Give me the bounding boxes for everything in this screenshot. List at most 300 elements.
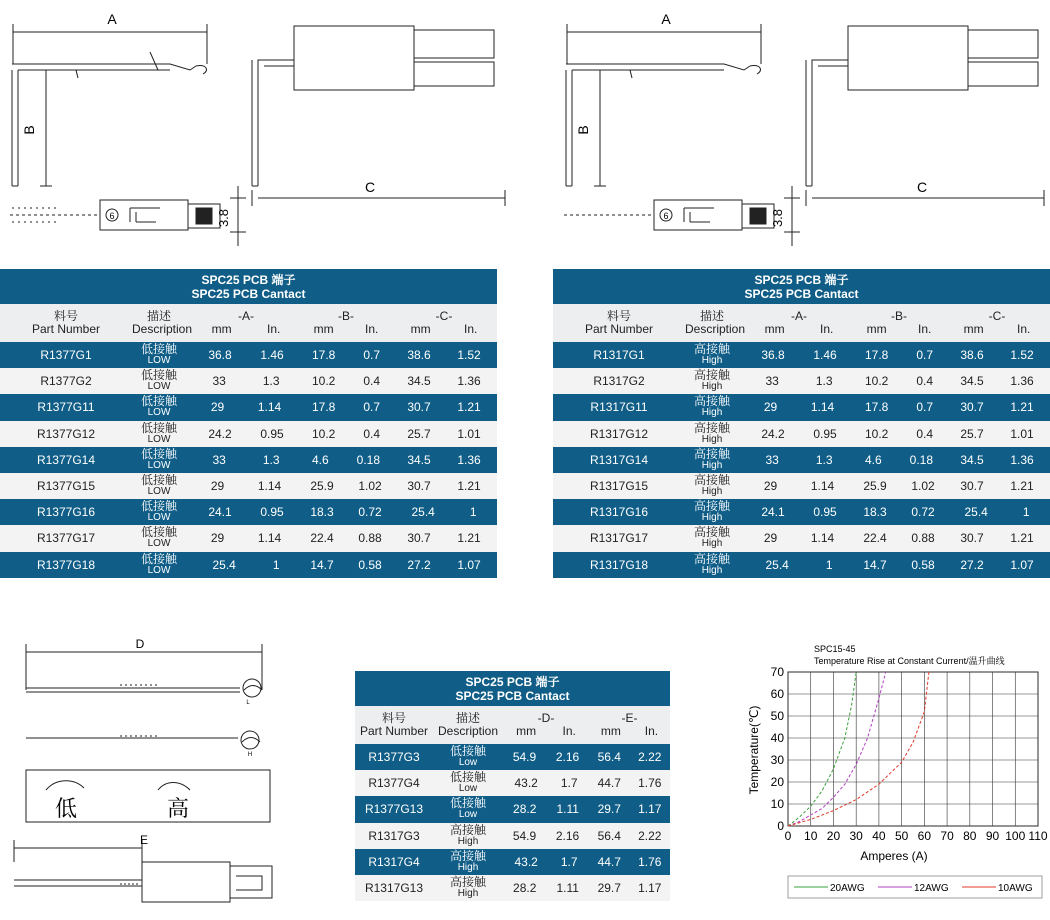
part-number-cell <box>355 855 433 869</box>
a-values <box>739 558 851 572</box>
part-number: R1317G2 <box>593 374 645 389</box>
b-mm: 17.8 <box>311 400 336 415</box>
description-en: High <box>701 564 723 576</box>
e-values <box>589 776 670 790</box>
c-mm: 38.6 <box>407 348 431 363</box>
description-zh: 低接触 <box>140 525 177 540</box>
part-number-cell <box>553 453 685 467</box>
b-mm: 14.7 <box>310 557 334 572</box>
description-cell <box>685 396 739 418</box>
b-values <box>851 348 947 362</box>
x-tick-label: 10 <box>804 829 818 843</box>
a-mm: 36.8 <box>208 348 232 363</box>
description-en: Low <box>458 783 478 795</box>
header-part-en: Part Number <box>31 322 101 336</box>
d-mm: 28.2 <box>513 881 537 896</box>
a-values <box>186 348 298 362</box>
b-mm: 10.2 <box>311 374 336 389</box>
d-mm: 43.2 <box>514 776 538 791</box>
c-mm: 30.7 <box>960 400 984 415</box>
b-in: 0.18 <box>909 452 933 467</box>
table-high-contact <box>553 269 1050 578</box>
a-in: 1.3 <box>262 374 280 389</box>
description-cell <box>685 446 739 471</box>
description-zh: 低接触 <box>449 744 486 759</box>
description-en: High <box>701 381 723 393</box>
description-en: High <box>701 512 723 524</box>
table-row <box>355 744 670 770</box>
c-mm: 38.6 <box>960 348 984 363</box>
header-desc-en: Description <box>437 724 499 738</box>
description-cell <box>685 420 739 445</box>
description-cell <box>132 446 186 471</box>
a-mm: 29 <box>210 400 225 415</box>
part-number: R1317G4 <box>368 854 420 869</box>
b-values <box>851 505 947 519</box>
chart-x-label: Amperes (A) <box>860 849 928 863</box>
b-mm: 25.9 <box>310 479 334 494</box>
a-values <box>186 479 298 493</box>
e-values <box>589 881 670 895</box>
part-number-cell <box>553 558 685 572</box>
a-in: 1.14 <box>257 531 282 546</box>
y-tick-label: 20 <box>770 775 784 789</box>
description-en: High <box>701 459 723 471</box>
part-number: R1377G3 <box>368 750 420 765</box>
a-mm: 33 <box>765 374 779 389</box>
description-cell <box>433 746 503 768</box>
e-values <box>589 829 670 843</box>
c-values <box>947 427 1047 441</box>
description-cell <box>433 822 503 847</box>
table-title-en: SPC25 PCB Cantact <box>455 689 570 703</box>
b-mm: 4.6 <box>864 452 882 467</box>
c-in: 1.07 <box>1010 557 1034 572</box>
x-tick-label: 90 <box>985 829 1000 843</box>
table-row <box>355 823 670 849</box>
c-mm: 30.7 <box>407 400 431 415</box>
b-values <box>851 453 947 467</box>
part-number: R1377G13 <box>364 802 424 817</box>
table-row <box>355 770 670 796</box>
x-tick-label: 50 <box>894 829 909 843</box>
b-mm: 17.8 <box>864 400 889 415</box>
b-in: 0.7 <box>916 348 933 363</box>
header-in: In. <box>364 322 379 336</box>
description-zh: 高接触 <box>693 342 730 357</box>
table-row <box>355 849 670 875</box>
dim-label-e: E <box>139 833 149 847</box>
header-in: In. <box>463 322 478 336</box>
y-tick-label: 40 <box>770 731 784 745</box>
a-in: 0.95 <box>260 505 284 520</box>
part-number: R1317G3 <box>368 828 420 843</box>
a-in: 1.14 <box>257 479 282 494</box>
tiny-high-mark: H <box>247 752 253 758</box>
y-tick-label: 10 <box>770 797 784 811</box>
part-number: R1317G15 <box>589 479 649 494</box>
c-in: 1.52 <box>457 348 481 363</box>
b-mm: 18.3 <box>310 505 334 520</box>
b-in: 0.7 <box>363 348 380 363</box>
d-values <box>503 855 589 869</box>
b-values <box>851 374 947 388</box>
c-in: 1.01 <box>457 426 481 441</box>
description-en: High <box>701 538 723 550</box>
part-number-cell <box>0 427 132 441</box>
table-row <box>0 447 497 473</box>
table-row <box>553 368 1050 394</box>
part-number: R1377G11 <box>37 400 95 415</box>
b-in: 0.88 <box>911 531 935 546</box>
c-in: 1.36 <box>1010 452 1034 467</box>
description-zh: 高接触 <box>693 368 730 383</box>
a-mm: 36.8 <box>761 348 785 363</box>
x-tick-label: 100 <box>1005 829 1026 843</box>
d-values <box>503 829 589 843</box>
tiny-low-mark: L <box>246 700 250 706</box>
d-mm: 43.2 <box>514 854 538 869</box>
b-in: 0.18 <box>356 452 380 467</box>
c-in: 1.52 <box>1010 348 1034 363</box>
header-mm: mm <box>764 322 785 336</box>
table-title <box>553 269 1050 304</box>
b-mm: 4.6 <box>311 452 329 467</box>
c-values <box>394 348 494 362</box>
a-in: 1.14 <box>257 400 282 415</box>
e-in: 1.76 <box>638 854 662 869</box>
description-cell <box>132 501 186 523</box>
chart-subtitle: Temperature Rise at Constant Current/温升曲线 <box>814 656 1005 666</box>
c-mm: 34.5 <box>960 452 984 467</box>
a-mm: 24.1 <box>761 505 785 520</box>
header-d: -D- <box>537 711 555 725</box>
e-mm: 29.7 <box>597 802 621 817</box>
part-number: R1377G16 <box>36 505 96 520</box>
a-in: 1.14 <box>810 531 835 546</box>
description-zh: 高接触 <box>693 525 730 540</box>
a-in: 1.46 <box>260 348 284 363</box>
header-a: -A- <box>238 309 254 323</box>
d-mm: 28.2 <box>513 802 537 817</box>
description-zh: 低接触 <box>140 420 177 435</box>
description-en: LOW <box>147 564 171 576</box>
table-row <box>553 394 1050 420</box>
a-in: 1.46 <box>813 348 837 363</box>
y-tick-label: 70 <box>770 665 784 679</box>
part-number-cell <box>553 479 685 493</box>
table-row <box>0 394 497 420</box>
description-cell <box>433 877 503 899</box>
b-in: 0.7 <box>916 400 933 415</box>
b-values <box>851 400 947 414</box>
c-in: 1.21 <box>457 531 481 546</box>
part-number-cell <box>355 881 433 895</box>
d-in: 2.16 <box>555 750 580 765</box>
description-cell <box>132 420 186 445</box>
part-number: R1317G13 <box>364 881 424 896</box>
table-low-contact <box>0 269 497 578</box>
description-zh: 高接触 <box>693 499 730 514</box>
a-mm: 29 <box>210 531 225 546</box>
e-mm: 44.7 <box>597 854 621 869</box>
a-in: 1.14 <box>810 479 835 494</box>
a-mm: 24.2 <box>208 426 232 441</box>
c-values <box>394 531 494 545</box>
header-mm: mm <box>963 322 984 336</box>
b-values <box>851 427 947 441</box>
marker-6: 6 <box>663 211 669 221</box>
a-in: 1.3 <box>262 452 280 467</box>
table-row <box>0 368 497 394</box>
table-row <box>553 447 1050 473</box>
a-values <box>739 400 851 414</box>
table-row <box>553 499 1050 525</box>
e-in: 1.17 <box>638 881 662 896</box>
part-number: R1377G17 <box>36 531 96 546</box>
b-mm: 10.2 <box>864 374 889 389</box>
a-values <box>186 505 298 519</box>
part-number-cell <box>355 776 433 790</box>
header-in: In. <box>644 724 659 738</box>
a-values <box>186 427 298 441</box>
table-row <box>0 499 497 525</box>
series-line-10awg <box>788 672 929 826</box>
b-mm: 18.3 <box>863 505 887 520</box>
e-mm: 56.4 <box>597 750 621 765</box>
description-en: High <box>457 888 479 900</box>
c-values <box>947 453 1047 467</box>
description-en: Low <box>458 809 478 821</box>
marker-6: 6 <box>109 211 115 221</box>
b-mm: 22.4 <box>863 531 887 546</box>
d-mm: 54.9 <box>512 750 537 765</box>
a-mm: 29 <box>763 479 778 494</box>
description-zh: 低接触 <box>140 473 177 488</box>
header-part-zh: 料号 <box>381 711 406 725</box>
description-en: High <box>457 861 479 873</box>
dim-label-c: C <box>916 179 928 195</box>
description-cell <box>685 344 739 366</box>
b-in: 0.4 <box>916 374 933 389</box>
d-values <box>503 750 589 764</box>
table-row <box>0 525 497 551</box>
header-b: -B- <box>891 309 907 323</box>
e-values <box>589 855 670 869</box>
part-number-cell <box>0 531 132 545</box>
a-in: 1.14 <box>810 400 835 415</box>
d-values <box>503 881 589 895</box>
table-title-zh: SPC25 PCB 端子 <box>201 273 296 287</box>
part-number-cell <box>0 348 132 362</box>
c-in: 1.21 <box>1010 400 1034 415</box>
header-c: -C- <box>988 309 1006 323</box>
description-cell <box>132 475 186 497</box>
x-tick-label: 60 <box>917 829 932 843</box>
b-values <box>298 453 394 467</box>
header-in: In. <box>562 724 576 738</box>
e-mm: 56.4 <box>597 828 621 843</box>
e-in: 1.76 <box>638 776 662 791</box>
header-mm: mm <box>313 322 334 336</box>
b-values <box>298 427 394 441</box>
c-values <box>394 558 494 572</box>
header-mm: mm <box>516 724 537 738</box>
a-in: 1 <box>825 557 833 572</box>
b-values <box>298 531 394 545</box>
description-zh: 高接触 <box>693 446 730 461</box>
a-mm: 24.1 <box>208 505 232 520</box>
part-number-cell <box>355 829 433 843</box>
part-number: R1377G4 <box>368 776 420 791</box>
a-values <box>739 427 851 441</box>
e-values <box>589 802 670 816</box>
a-values <box>739 531 851 545</box>
a-mm: 33 <box>212 374 226 389</box>
table-row <box>553 473 1050 499</box>
part-number: R1317G11 <box>590 400 648 415</box>
description-en: LOW <box>147 512 171 524</box>
e-mm: 29.7 <box>597 881 621 896</box>
part-number: R1317G17 <box>589 531 649 546</box>
c-mm: 30.7 <box>960 531 984 546</box>
part-number: R1377G14 <box>36 452 96 467</box>
description-cell <box>685 551 739 576</box>
part-number-cell <box>553 505 685 519</box>
table-title-zh: SPC25 PCB 端子 <box>465 675 560 689</box>
drawing-high-contact <box>554 0 1050 250</box>
b-values <box>298 374 394 388</box>
description-en: High <box>457 835 479 847</box>
b-values <box>298 400 394 414</box>
a-mm: 25.4 <box>212 557 236 572</box>
b-in: 0.7 <box>363 400 380 415</box>
c-in: 1.36 <box>457 374 481 389</box>
c-in: 1.21 <box>457 400 481 415</box>
a-in: 1.3 <box>815 374 833 389</box>
a-in: 0.95 <box>260 426 284 441</box>
a-values <box>186 374 298 388</box>
x-tick-label: 0 <box>784 829 792 843</box>
a-mm: 29 <box>763 531 778 546</box>
part-number: R1317G18 <box>589 557 649 572</box>
description-zh: 低接触 <box>449 796 486 811</box>
d-in: 2.16 <box>555 828 580 843</box>
dim-label-d: D <box>135 637 145 651</box>
dim-label-b: B <box>21 125 37 135</box>
c-mm: 30.7 <box>960 479 984 494</box>
x-tick-label: 110 <box>1028 829 1048 843</box>
c-mm: 25.4 <box>964 505 988 520</box>
a-in: 0.95 <box>813 505 837 520</box>
e-mm: 44.7 <box>597 776 621 791</box>
b-mm: 10.2 <box>311 426 336 441</box>
part-number: R1377G1 <box>40 348 92 363</box>
header-a: -A- <box>791 309 807 323</box>
description-en: LOW <box>147 486 171 498</box>
b-in: 0.88 <box>358 531 382 546</box>
part-number-cell <box>0 479 132 493</box>
description-cell <box>433 772 503 794</box>
description-zh: 高接触 <box>449 822 486 837</box>
part-number-cell <box>355 802 433 816</box>
a-mm: 33 <box>212 452 226 467</box>
x-tick-label: 70 <box>940 829 954 843</box>
header-desc-zh: 描述 <box>699 309 724 323</box>
c-mm: 25.7 <box>407 426 431 441</box>
description-cell <box>685 527 739 549</box>
c-values <box>394 427 494 441</box>
drawing-d-e <box>0 630 290 910</box>
c-in: 1.21 <box>1010 479 1034 494</box>
description-zh: 高接触 <box>449 848 486 863</box>
table-title-en: SPC25 PCB Cantact <box>191 287 306 301</box>
table-title-zh: SPC25 PCB 端子 <box>754 273 849 287</box>
b-values <box>298 558 394 572</box>
c-values <box>394 505 494 519</box>
header-desc-en: Description <box>132 322 193 336</box>
part-number-cell <box>355 750 433 764</box>
c-in: 1.36 <box>457 452 481 467</box>
description-cell <box>132 370 186 392</box>
dim-label-3-8: 3.8 <box>770 208 785 228</box>
part-number-cell <box>553 531 685 545</box>
table-row <box>553 342 1050 368</box>
description-zh: 低接触 <box>140 499 177 514</box>
table-row <box>355 796 670 822</box>
part-number: R1377G2 <box>40 374 92 389</box>
part-number-cell <box>0 374 132 388</box>
description-en: High <box>701 407 723 419</box>
part-number: R1317G12 <box>589 426 649 441</box>
c-in: 1 <box>469 505 477 520</box>
header-in: In. <box>917 322 932 336</box>
c-in: 1.21 <box>457 479 481 494</box>
temperature-rise-chart <box>744 640 1048 910</box>
table-row <box>0 552 497 578</box>
b-in: 0.58 <box>911 557 935 572</box>
legend-label: 10AWG <box>998 883 1033 894</box>
table-title <box>0 269 497 304</box>
description-cell <box>685 475 739 497</box>
dim-label-b: B <box>575 125 591 135</box>
header-desc-zh: 描述 <box>146 309 171 323</box>
description-cell <box>132 527 186 549</box>
dim-label-3-8: 3.8 <box>216 208 231 228</box>
description-cell <box>132 344 186 366</box>
header-mm: mm <box>866 322 887 336</box>
a-in: 1 <box>272 557 280 572</box>
description-zh: 高接触 <box>693 551 730 566</box>
description-cell <box>685 501 739 523</box>
c-in: 1.01 <box>1010 426 1034 441</box>
d-in: 1.11 <box>556 881 579 896</box>
a-mm: 33 <box>765 452 779 467</box>
a-values <box>186 453 298 467</box>
series-line-20awg <box>788 672 856 826</box>
d-in: 1.7 <box>560 776 578 791</box>
a-values <box>186 531 298 545</box>
description-cell <box>433 848 503 873</box>
part-number-cell <box>0 400 132 414</box>
dim-label-a: A <box>107 11 117 27</box>
b-in: 0.4 <box>363 374 380 389</box>
table-row <box>0 421 497 447</box>
a-values <box>186 558 298 572</box>
c-mm: 25.7 <box>960 426 984 441</box>
a-values <box>739 505 851 519</box>
part-number-cell <box>0 453 132 467</box>
